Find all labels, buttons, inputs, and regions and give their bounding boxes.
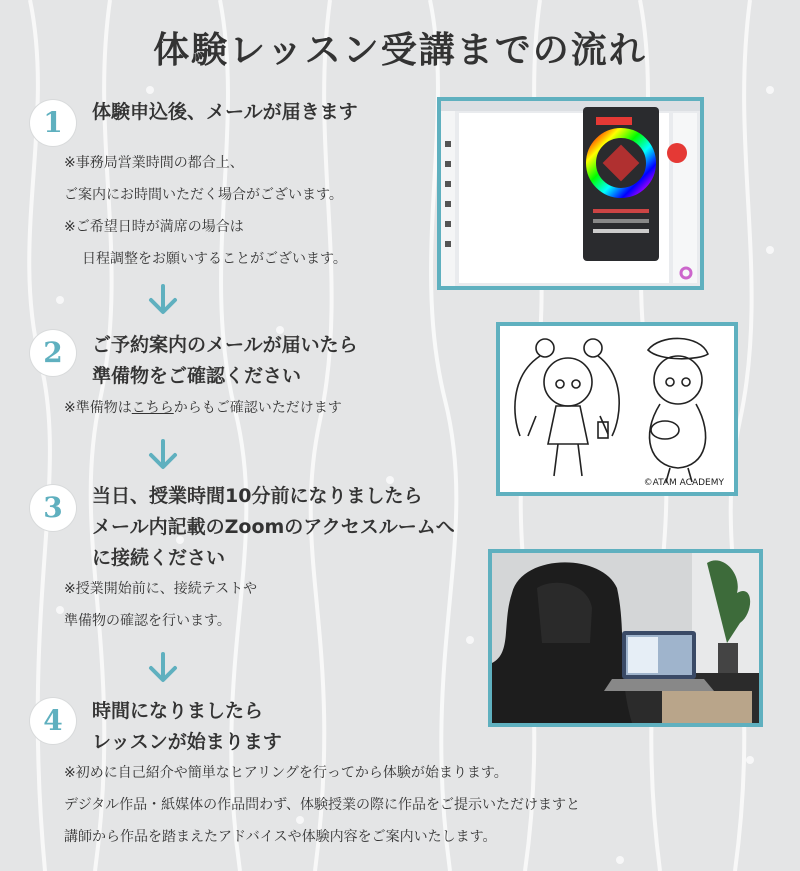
step-heading-line: 準備物をご確認ください (92, 365, 302, 387)
page-title: 体験レッスン受講までの流れ (153, 30, 647, 71)
note-text: ※準備物は (64, 400, 132, 416)
step-number-badge: 2 (30, 330, 76, 376)
note-line: ご案内にお時間いただく場合がございます。 (64, 187, 343, 203)
step-heading-line: レッスンが始まります (92, 731, 282, 753)
note-line: ※ご希望日時が満席の場合は (64, 219, 244, 235)
step-heading-line: 時間になりましたら (92, 700, 264, 722)
note-line: ※授業開始前に、接続テストや (64, 581, 258, 597)
student-at-laptop-photo (492, 553, 759, 723)
step-heading (92, 481, 455, 574)
step-note (64, 147, 347, 275)
step-number-badge: 4 (30, 698, 76, 744)
copyright-text: ©ATAM ACADEMY (643, 478, 724, 488)
illustration-image (496, 322, 738, 496)
preparation-link[interactable]: こちら (131, 400, 174, 416)
note-line: ※事務局営業時間の都合上、 (64, 155, 244, 171)
step-heading-line: 当日、授業時間10分前になりましたら (92, 485, 423, 507)
chevron-down-icon (146, 438, 180, 472)
step-heading-line: 体験申込後、メールが届きます (92, 101, 358, 123)
chevron-down-icon (146, 283, 180, 317)
note-line: 準備物の確認を行います。 (64, 613, 231, 629)
step-note (64, 392, 342, 424)
step-heading (92, 97, 358, 128)
app-screenshot-image (437, 97, 704, 290)
note-line: ※初めに自己紹介や簡単なヒアリングを行ってから体験が始まります。 (64, 765, 508, 781)
note-line: 講師から作品を踏まえたアドバイスや体験内容をご案内いたします。 (64, 829, 497, 845)
step-heading-line: ご予約案内のメールが届いたら (92, 334, 358, 356)
step-heading-line: に接続ください (92, 547, 226, 569)
step-heading-line: メール内記載のZoomのアクセスルームへ (92, 516, 455, 538)
student-photo-image (488, 549, 763, 727)
step-note (64, 757, 580, 853)
step-heading (92, 696, 282, 758)
color-picker-screenshot (441, 101, 700, 286)
note-line: 日程調整をお願いすることがございます。 (82, 251, 347, 267)
chevron-down-icon (146, 651, 180, 685)
step-heading (92, 330, 358, 392)
step-number-badge: 1 (30, 100, 76, 146)
character-line-art (500, 326, 734, 492)
step-note (64, 573, 257, 637)
note-line: デジタル作品・紙媒体の作品問わず、体験授業の際に作品をご提示いただけますと (64, 797, 581, 813)
step-number-badge: 3 (30, 485, 76, 531)
note-text: からもご確認いただけます (173, 400, 342, 416)
